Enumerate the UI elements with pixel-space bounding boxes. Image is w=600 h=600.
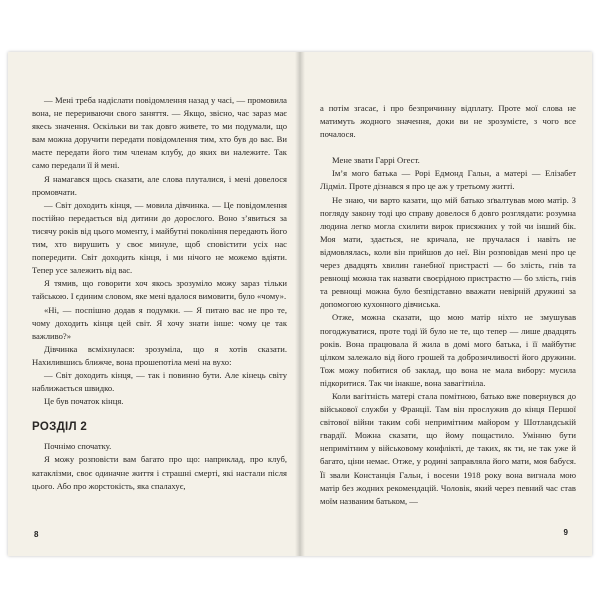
chapter-paragraph-1: Почнімо спочатку. (44, 441, 112, 452)
left-paragraph-1: — Мені треба надіслати повідомлення назад у часі, — промовила вона, не перериваючи свого заняття. — Якщо, звісно, час зараз має якесь значення. Оскільки ви так довго живете, то ми подумали, що вам можна доручити передати повідомлення тим, хто був до вас. Ви маєте передати його тим членам клубу, до яких ви належите. Так само передали її й мені. (32, 95, 287, 171)
left-page (8, 52, 300, 556)
left-page-number: 8 (34, 530, 39, 539)
left-paragraph-6: Дівчинка всміхнулася: зрозуміла, що я хотів сказати. Нахилившись ближче, вона прошепотіла мені на вухо: (32, 343, 287, 367)
left-paragraph-8: Це був початок кінця. (44, 396, 124, 407)
right-paragraph-5: Отже, можна сказати, що мою матір ніхто не змушував погоджуватися, проте тоді їй було не те, що тепер — лише двадцять років. Вона працювала й жила в домі мого батька, і її майбутнє цілком залежало від його грошей та доброзичливості його дружини. Тож можу побитися об заклад, що вона не мала вибору: мусила підкоритися. Так чи інакше, вона завагітніла. (320, 312, 576, 388)
right-paragraph-4: Не знаю, чи варто казати, що мій батько зґвалтував мою матір. З погляду закону тоді цю справу довелося б довго розглядати: розумна людина легко могла схилити вирок присяжних у той чи інший бік. Моя мати, здається, не кричала, не пручалася і навіть не відмовлялась, коли він прийшов до неї. Він розповідав мені про це через двадцять хвилин ганебної пристрасті — бо злість, гнів та ревнощі можна так назвати своєрідною пристрастю — бо злість, гнів та ревнощі можна було безпідставно вважати невірній дружині за допомогою кухонного дівчиська. (320, 194, 576, 310)
right-paragraph-2: Мене звати Гаррі Огест. (332, 155, 420, 166)
right-page-number: 9 (563, 528, 568, 537)
chapter-heading: РОЗДІЛ 2 (32, 421, 88, 434)
right-paragraph-1: а потім згасає, і про безпричинну відплату. Проте мої слова не матимуть жодного значення, доки ви не зрозумієте, з чого все почалося. (320, 103, 576, 140)
open-book (8, 52, 592, 556)
left-paragraph-7: — Світ доходить кінця, — так і повинно бути. Але кінець світу наближається швидко. (32, 369, 287, 394)
left-paragraph-2: Я намагався щось сказати, але слова плуталися, і мені довелося промовчати. (32, 173, 287, 197)
right-page (300, 52, 592, 556)
right-paragraph-6: Коли вагітність матері стала помітною, батько вже повернувся до військової служби у Франції. Там він прослужив до кінця Першої світової війни таким собі непримітним майором у Шотландській гвардії. Можна сказати, що йому пощастило. Умінню бути непримітним у військовому конфлікті, де таких, як ти, не так уже й багато, ціни немає. Отже, у родині заправляла його мати, моя бабуся. Її звали Констанція Гальн, і восени 1918 року вона вигнала мою матір без жодних рекомендацій. Чоловік, який через певний час став моїм названим батьком, — (320, 390, 576, 506)
left-paragraph-5: «Ні, — поспішно додав я подумки. — Я питаю вас не про те, чому доходить кінця цей світ. Я хочу знати інше: чому це так важливо?» (32, 304, 287, 341)
left-paragraph-3: — Світ доходить кінця, — мовила дівчинка. — Це повідомлення постійно передається від дитини до дорослого. Воно з’явиться за тисячу років від цього моменту, і майбутні покоління передають його тим, хто вирушить у своє минуле, щоб сповістити усіх нас попередити. Світ доходить кінця, і ми нічого не можемо вдіяти. Тепер усе залежить від вас. (32, 199, 287, 276)
left-paragraph-4: Я тямив, що говорити хоч якось зрозуміло можу зараз тільки тайською. І єдиним словом, яке мені вдалося вимовити, було «чому». (32, 278, 287, 302)
chapter-paragraph-2: Я можу розповісти вам багато про що: наприклад, про клуб, катаклізми, своє одиначне життя і страшні смерті, які настали після цього. Або про жорстокість, яка спалахує, (32, 454, 287, 491)
right-paragraph-3: Ім’я мого батька — Рорі Едмонд Гальн, а матері — Елізабет Лідміл. Проте дізнався я про це аж у третьому житті. (320, 168, 576, 192)
